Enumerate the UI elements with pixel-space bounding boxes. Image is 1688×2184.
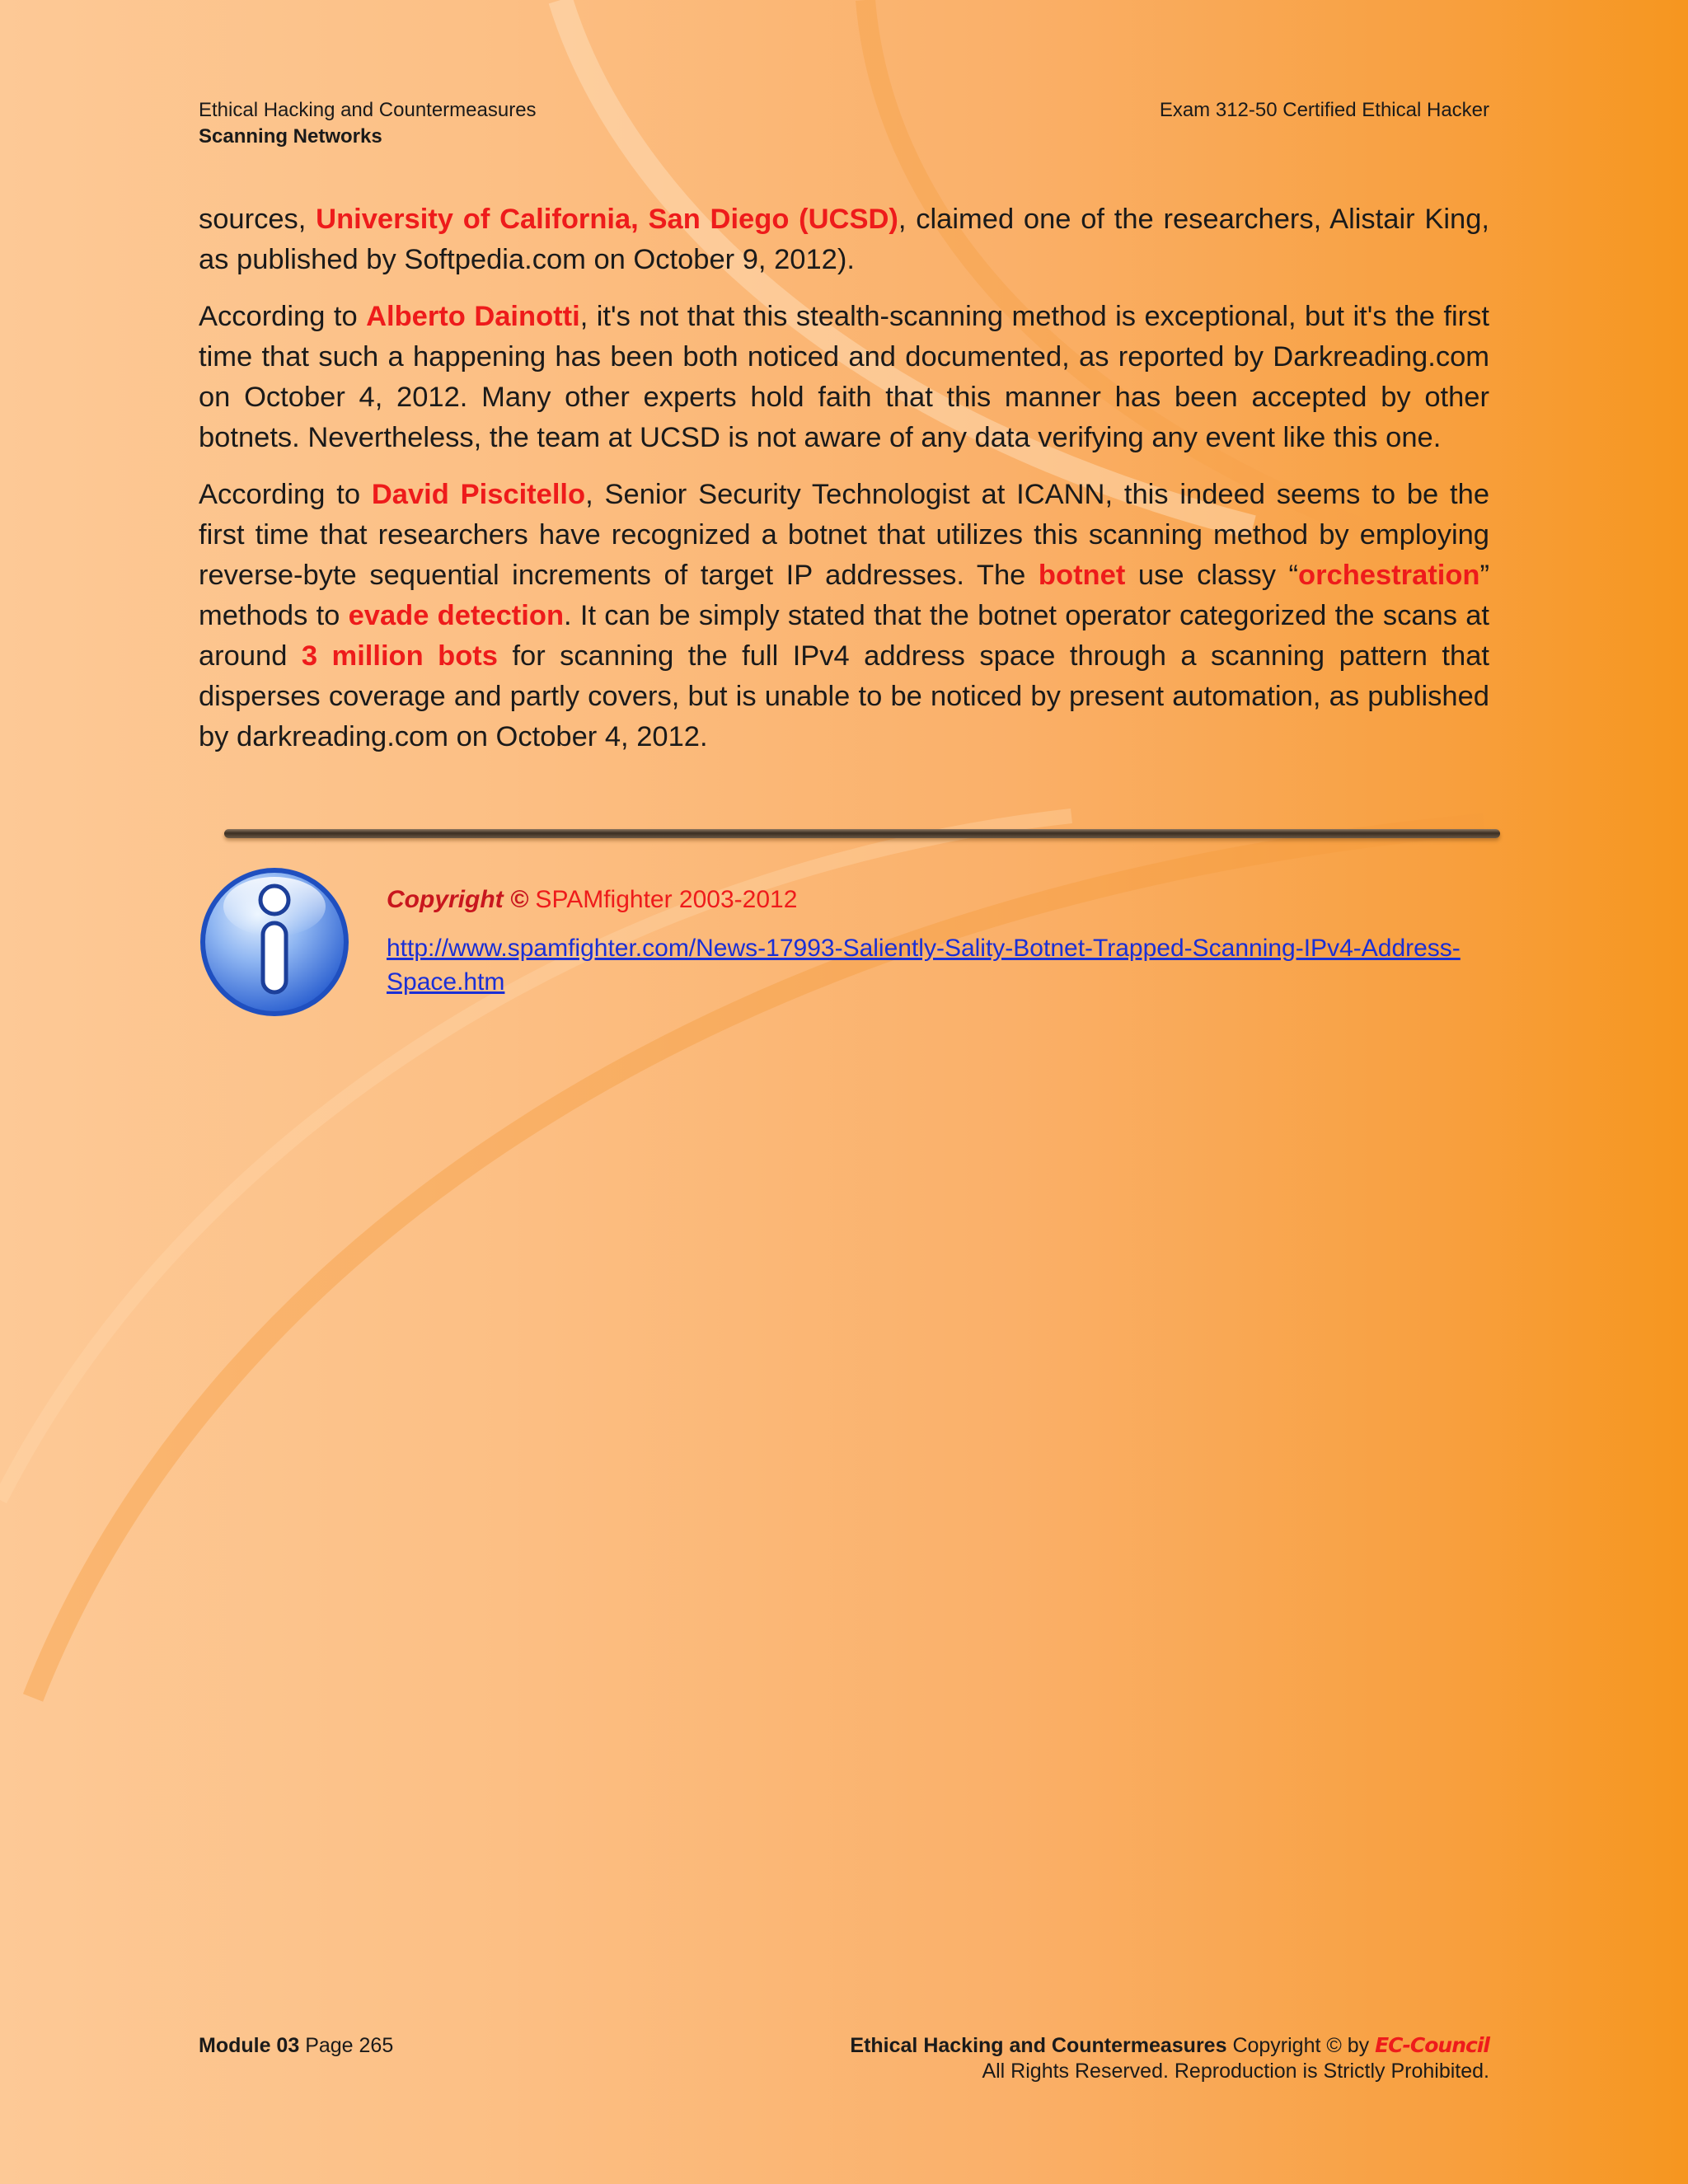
text-run: sources, <box>199 204 316 235</box>
paragraph-1 <box>199 199 1489 280</box>
highlight-3-million-bots: 3 million bots <box>301 640 498 672</box>
text-run: According to <box>199 479 372 510</box>
source-link[interactable]: http://www.spamfighter.com/News-17993-Saliently-Sality-Botnet-Trapped-Scanning-IPv4-Address-Space.htm <box>387 935 1461 996</box>
text-run: use classy “ <box>1125 560 1299 591</box>
text-run: , it's not that this stealth-scanning method is exceptional, but it's the first time that such a happening has been both noticed and documented, as reported by Darkreading.com on October 4, 2012. Many other experts hold faith that this manner has been accepted by other botnets. Nevertheless, the team at UCSD is not aware of any data verifying any event like this one. <box>199 301 1489 453</box>
text-run: , Senior Security Technologist at ICANN, this indeed seems to be the first time that researchers have recognized a botnet that utilizes this scanning method by employing reverse-byte sequential increments of target IP addresses. The <box>199 479 1490 591</box>
footer-copyright-text: Copyright © by <box>1226 2034 1376 2057</box>
highlight-evade-detection: evade detection <box>348 600 565 631</box>
highlight-piscitello: David Piscitello <box>371 479 586 510</box>
highlight-ucsd: University of California, San Diego (UCSD) <box>316 204 898 235</box>
text-run: According to <box>199 301 367 332</box>
section-divider <box>224 829 1500 838</box>
copyright-holder: SPAMfighter 2003-2012 <box>528 886 798 913</box>
page-number: Page 265 <box>299 2034 394 2057</box>
section-title: Scanning Networks <box>199 125 382 148</box>
info-icon <box>198 865 351 1019</box>
highlight-botnet: botnet <box>1038 560 1126 591</box>
text-run: ” methods to <box>199 560 1489 631</box>
footer-book-title: Ethical Hacking and Countermeasures <box>850 2034 1227 2057</box>
module-label: Module 03 <box>199 2034 300 2057</box>
copyright-label: Copyright © <box>387 886 529 913</box>
highlight-dainotti: Alberto Dainotti <box>366 301 580 332</box>
copyright-line <box>387 883 1491 916</box>
paragraph-2 <box>199 297 1489 458</box>
running-header-left <box>199 97 537 150</box>
text-run: . It can be simply stated that the botnet operator categorized the scans at around <box>199 600 1489 672</box>
exam-title: Exam 312-50 Certified Ethical Hacker <box>1159 99 1489 121</box>
body-text <box>199 199 1489 774</box>
text-run: for scanning the full IPv4 address space through a scanning pattern that disperses coverage and partly covers, but is unable to be noticed by present automation, as published by darkreading.com on October 4, 2012. <box>199 640 1489 752</box>
source-note <box>387 883 1491 999</box>
footer-rights: All Rights Reserved. Reproduction is Strictly Prohibited. <box>982 2060 1489 2083</box>
page-footer-left <box>199 2032 393 2059</box>
footer-copyright <box>850 2032 1489 2059</box>
ec-council-logo: EC-Council <box>1375 2033 1489 2057</box>
book-title: Ethical Hacking and Countermeasures <box>199 99 537 121</box>
highlight-orchestration: orchestration <box>1298 560 1480 591</box>
paragraph-3 <box>199 475 1489 757</box>
page-footer-right <box>850 2032 1489 2084</box>
text-run: , claimed one of the researchers, Alistair King, as published by Softpedia.com on October 9, 2012). <box>199 204 1489 275</box>
